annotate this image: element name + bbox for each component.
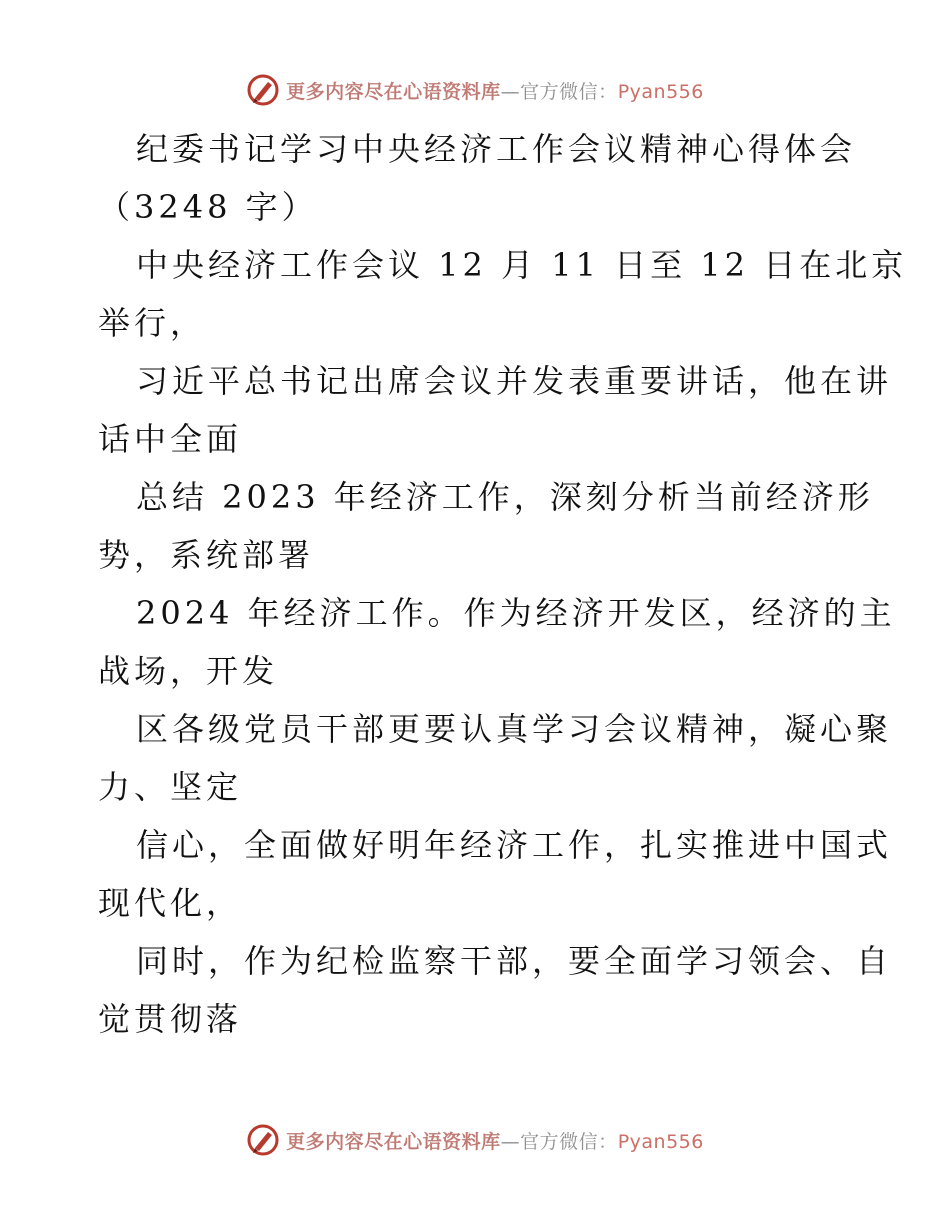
header-watermark bbox=[0, 72, 950, 108]
paragraph-line: 话中全面 bbox=[98, 420, 243, 458]
paragraph-line: 举行， bbox=[98, 304, 207, 342]
watermark-wechat-id: Pyan556 bbox=[617, 1130, 704, 1153]
paragraph-line: 总结 2023 年经济工作，深刻分析当前经济形 bbox=[136, 478, 874, 516]
paragraph-line: 现代化， bbox=[98, 884, 243, 922]
pen-circle-logo-icon bbox=[246, 73, 280, 107]
watermark-site-name: 更多内容尽在心语资料库 bbox=[286, 80, 501, 103]
paragraph-line: 区各级党员干部更要认真学习会议精神，凝心聚 bbox=[136, 710, 893, 748]
watermark-wechat-label: —官方微信： bbox=[500, 1130, 618, 1153]
paragraph-line: 战场，开发 bbox=[98, 652, 279, 690]
paragraph-line: 2024 年经济工作。作为经济开发区，经济的主 bbox=[136, 594, 896, 632]
document-title: 纪委书记学习中央经济工作会议精神心得体会 bbox=[136, 130, 857, 168]
document-body bbox=[98, 120, 908, 1048]
document-word-count: （3248 字） bbox=[98, 188, 318, 226]
watermark-wechat-label: —官方微信： bbox=[500, 80, 618, 103]
watermark-inner bbox=[246, 1123, 704, 1157]
paragraph-line: 同时，作为纪检监察干部，要全面学习领会、自 bbox=[136, 942, 893, 980]
paragraph-line: 习近平总书记出席会议并发表重要讲话，他在讲 bbox=[136, 362, 893, 400]
footer-watermark bbox=[0, 1122, 950, 1158]
watermark-wechat-id: Pyan556 bbox=[617, 80, 704, 103]
paragraph-line: 觉贯彻落 bbox=[98, 1000, 243, 1038]
paragraph-line: 力、坚定 bbox=[98, 768, 243, 806]
watermark-inner bbox=[246, 73, 704, 107]
watermark-text bbox=[286, 1127, 704, 1154]
paragraph-line: 中央经济工作会议 12 月 11 日至 12 日在北京 bbox=[136, 246, 908, 284]
paragraph-line: 信心，全面做好明年经济工作，扎实推进中国式 bbox=[136, 826, 893, 864]
paragraph-line: 势，系统部署 bbox=[98, 536, 315, 574]
pen-circle-logo-icon bbox=[246, 1123, 280, 1157]
watermark-site-name: 更多内容尽在心语资料库 bbox=[286, 1130, 501, 1153]
watermark-text bbox=[286, 77, 704, 104]
